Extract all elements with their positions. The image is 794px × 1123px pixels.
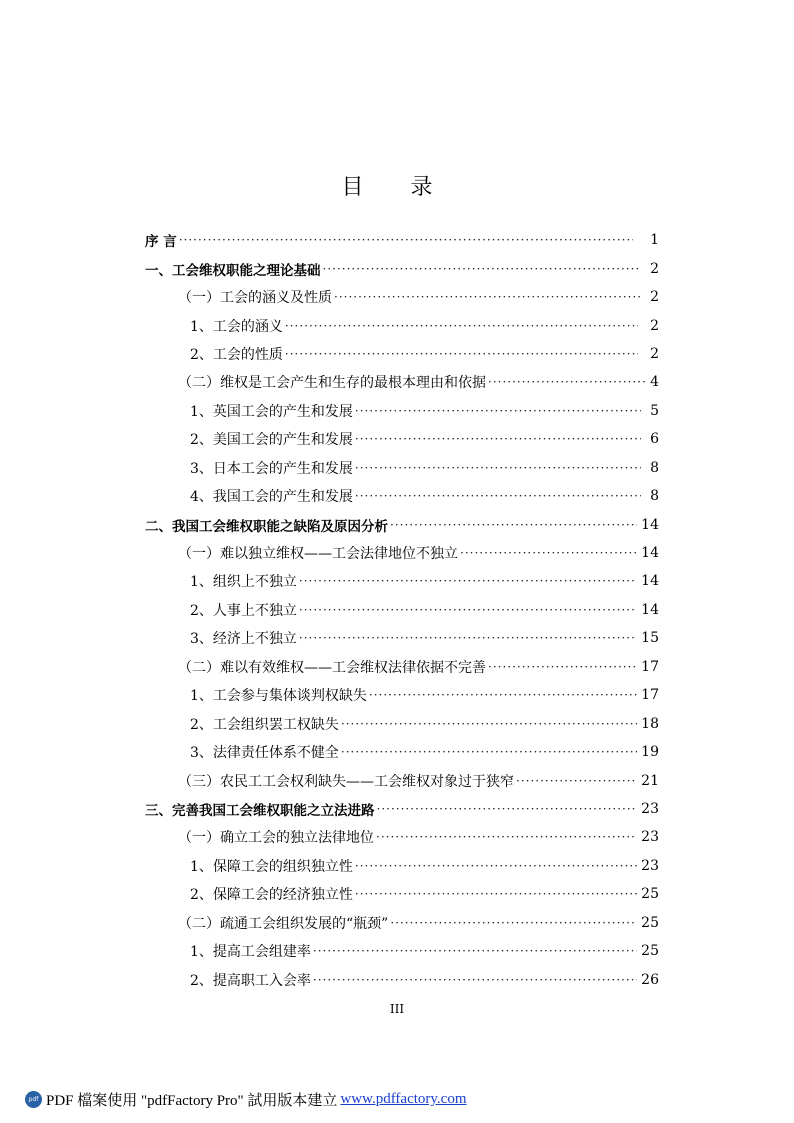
toc-entry-label: 1、工会参与集体谈判权缺失 bbox=[190, 685, 369, 705]
dot-leader bbox=[488, 660, 637, 674]
toc-entry-label: 3、经济上不独立 bbox=[190, 628, 299, 648]
toc-entry-page: 2 bbox=[650, 289, 659, 306]
toc-entry-page: 14 bbox=[641, 573, 659, 590]
toc-entry[interactable] bbox=[0, 795, 794, 823]
toc-entry[interactable] bbox=[0, 482, 794, 510]
dot-leader bbox=[355, 432, 641, 446]
toc-entry-label: 2、美国工会的产生和发展 bbox=[190, 429, 355, 449]
toc-entry-page: 15 bbox=[641, 630, 659, 647]
dot-leader bbox=[355, 887, 637, 901]
toc-entry-page: 4 bbox=[650, 374, 659, 391]
dot-leader bbox=[516, 774, 637, 788]
toc-entry[interactable] bbox=[0, 254, 794, 282]
dot-leader bbox=[376, 830, 637, 844]
toc-entry-page: 2 bbox=[650, 317, 659, 334]
toc-entry-label: 2、提高职工入会率 bbox=[190, 970, 313, 990]
toc-entry-page: 2 bbox=[650, 345, 659, 362]
dot-leader bbox=[299, 603, 637, 617]
dot-leader bbox=[390, 916, 637, 930]
toc-entry-page: 25 bbox=[641, 943, 659, 960]
toc-entry-label: 一、工会维权职能之理论基础 bbox=[145, 259, 323, 279]
toc-entry[interactable] bbox=[0, 340, 794, 368]
toc-entry-label: 2、工会的性质 bbox=[190, 344, 285, 364]
toc-entry-label: 2、工会组织罢工权缺失 bbox=[190, 714, 341, 734]
toc-entry-label: （二）疏通工会组织发展的“瓶颈” bbox=[178, 913, 390, 933]
toc-entry-page: 8 bbox=[650, 488, 659, 505]
toc-entry-label: 2、保障工会的经济独立性 bbox=[190, 884, 355, 904]
toc-entry[interactable] bbox=[0, 397, 794, 425]
dot-leader bbox=[323, 262, 640, 276]
toc-entry-page: 17 bbox=[641, 658, 659, 675]
toc-entry-page: 23 bbox=[641, 857, 659, 874]
dot-leader bbox=[460, 546, 637, 560]
dot-leader bbox=[313, 973, 637, 987]
toc-entry-label: 2、人事上不独立 bbox=[190, 600, 299, 620]
toc-entry-label: （一）确立工会的独立法律地位 bbox=[178, 827, 376, 847]
toc-entry-page: 14 bbox=[641, 545, 659, 562]
toc-entry[interactable] bbox=[0, 368, 794, 396]
toc-entry-label: （二）难以有效维权——工会维权法律依据不完善 bbox=[178, 657, 488, 677]
dot-leader bbox=[341, 745, 637, 759]
toc-entry-page: 26 bbox=[641, 971, 659, 988]
page-title: 目 录 bbox=[341, 175, 453, 200]
toc-entry-page: 23 bbox=[641, 800, 659, 817]
toc-entry[interactable] bbox=[0, 454, 794, 482]
dot-leader bbox=[334, 290, 640, 304]
toc-entry-page: 17 bbox=[641, 687, 659, 704]
dot-leader bbox=[355, 461, 641, 475]
toc-entry-page: 14 bbox=[641, 516, 659, 533]
toc-entry-label: 1、英国工会的产生和发展 bbox=[190, 401, 355, 421]
toc-entry[interactable] bbox=[0, 596, 794, 624]
toc-entry-page: 2 bbox=[650, 260, 659, 277]
footer-link[interactable]: www.pdffactory.com bbox=[340, 1091, 467, 1107]
toc-entry-label: （一）工会的涵义及性质 bbox=[178, 287, 334, 307]
toc-entry-label: （一）难以独立维权——工会法律地位不独立 bbox=[178, 543, 460, 563]
toc-entry-label: 二、我国工会维权职能之缺陷及原因分析 bbox=[145, 515, 390, 535]
toc-entry-page: 25 bbox=[641, 886, 659, 903]
toc-entry-page: 8 bbox=[650, 459, 659, 476]
toc-entry[interactable] bbox=[0, 909, 794, 937]
dot-leader bbox=[179, 233, 633, 247]
dot-leader bbox=[369, 688, 637, 702]
toc-entry[interactable] bbox=[0, 567, 794, 595]
dot-leader bbox=[285, 319, 638, 333]
toc-entry[interactable] bbox=[0, 226, 794, 254]
toc-entry[interactable] bbox=[0, 311, 794, 339]
toc-entry[interactable] bbox=[0, 852, 794, 880]
toc-entry-label: 3、日本工会的产生和发展 bbox=[190, 458, 355, 478]
toc-entry[interactable] bbox=[0, 425, 794, 453]
toc-entry[interactable] bbox=[0, 709, 794, 737]
dot-leader bbox=[313, 944, 637, 958]
footer-text: PDF 檔案使用 "pdfFactory Pro" 試用版本建立 bbox=[46, 1093, 338, 1109]
toc-entry-label: （二）维权是工会产生和生存的最根本理由和依据 bbox=[178, 372, 488, 392]
toc-entry-page: 6 bbox=[650, 431, 659, 448]
toc-entry-page: 21 bbox=[641, 772, 659, 789]
page-number: III bbox=[389, 1002, 405, 1016]
toc-entry[interactable] bbox=[0, 738, 794, 766]
toc-entry-page: 23 bbox=[641, 829, 659, 846]
toc-entry-label: 三、完善我国工会维权职能之立法进路 bbox=[145, 799, 377, 819]
toc-entry[interactable] bbox=[0, 766, 794, 794]
toc-entry[interactable] bbox=[0, 965, 794, 993]
dot-leader bbox=[377, 802, 638, 816]
toc-entry-label: 4、我国工会的产生和发展 bbox=[190, 486, 355, 506]
toc-entry[interactable] bbox=[0, 681, 794, 709]
toc-entry-page: 1 bbox=[650, 232, 659, 249]
toc-entry-label: 序 言 bbox=[145, 230, 179, 250]
toc-entry[interactable] bbox=[0, 937, 794, 965]
toc-entry-label: 1、提高工会组建率 bbox=[190, 941, 313, 961]
toc-entry-page: 5 bbox=[650, 402, 659, 419]
footer bbox=[25, 1089, 467, 1110]
table-of-contents bbox=[0, 226, 794, 994]
toc-entry-label: （三）农民工工会权利缺失——工会维权对象过于狭窄 bbox=[178, 771, 516, 791]
toc-entry-label: 1、组织上不独立 bbox=[190, 571, 299, 591]
dot-leader bbox=[299, 574, 637, 588]
dot-leader bbox=[390, 518, 637, 532]
toc-entry-label: 1、工会的涵义 bbox=[190, 316, 285, 336]
toc-entry[interactable] bbox=[0, 653, 794, 681]
dot-leader bbox=[299, 631, 637, 645]
toc-entry[interactable] bbox=[0, 624, 794, 652]
toc-entry-label: 3、法律责任体系不健全 bbox=[190, 742, 341, 762]
toc-entry-page: 14 bbox=[641, 601, 659, 618]
toc-entry-page: 18 bbox=[641, 715, 659, 732]
dot-leader bbox=[355, 859, 637, 873]
toc-entry[interactable] bbox=[0, 539, 794, 567]
toc-entry-page: 25 bbox=[641, 914, 659, 931]
dot-leader bbox=[341, 717, 637, 731]
dot-leader bbox=[488, 375, 646, 389]
toc-entry[interactable] bbox=[0, 510, 794, 538]
dot-leader bbox=[355, 404, 641, 418]
toc-entry-page: 19 bbox=[641, 744, 659, 761]
dot-leader bbox=[355, 489, 641, 503]
toc-entry-label: 1、保障工会的组织独立性 bbox=[190, 856, 355, 876]
dot-leader bbox=[285, 347, 638, 361]
pdf-icon: pdf bbox=[25, 1091, 42, 1108]
toc-entry[interactable] bbox=[0, 823, 794, 851]
toc-entry[interactable] bbox=[0, 880, 794, 908]
toc-entry[interactable] bbox=[0, 283, 794, 311]
